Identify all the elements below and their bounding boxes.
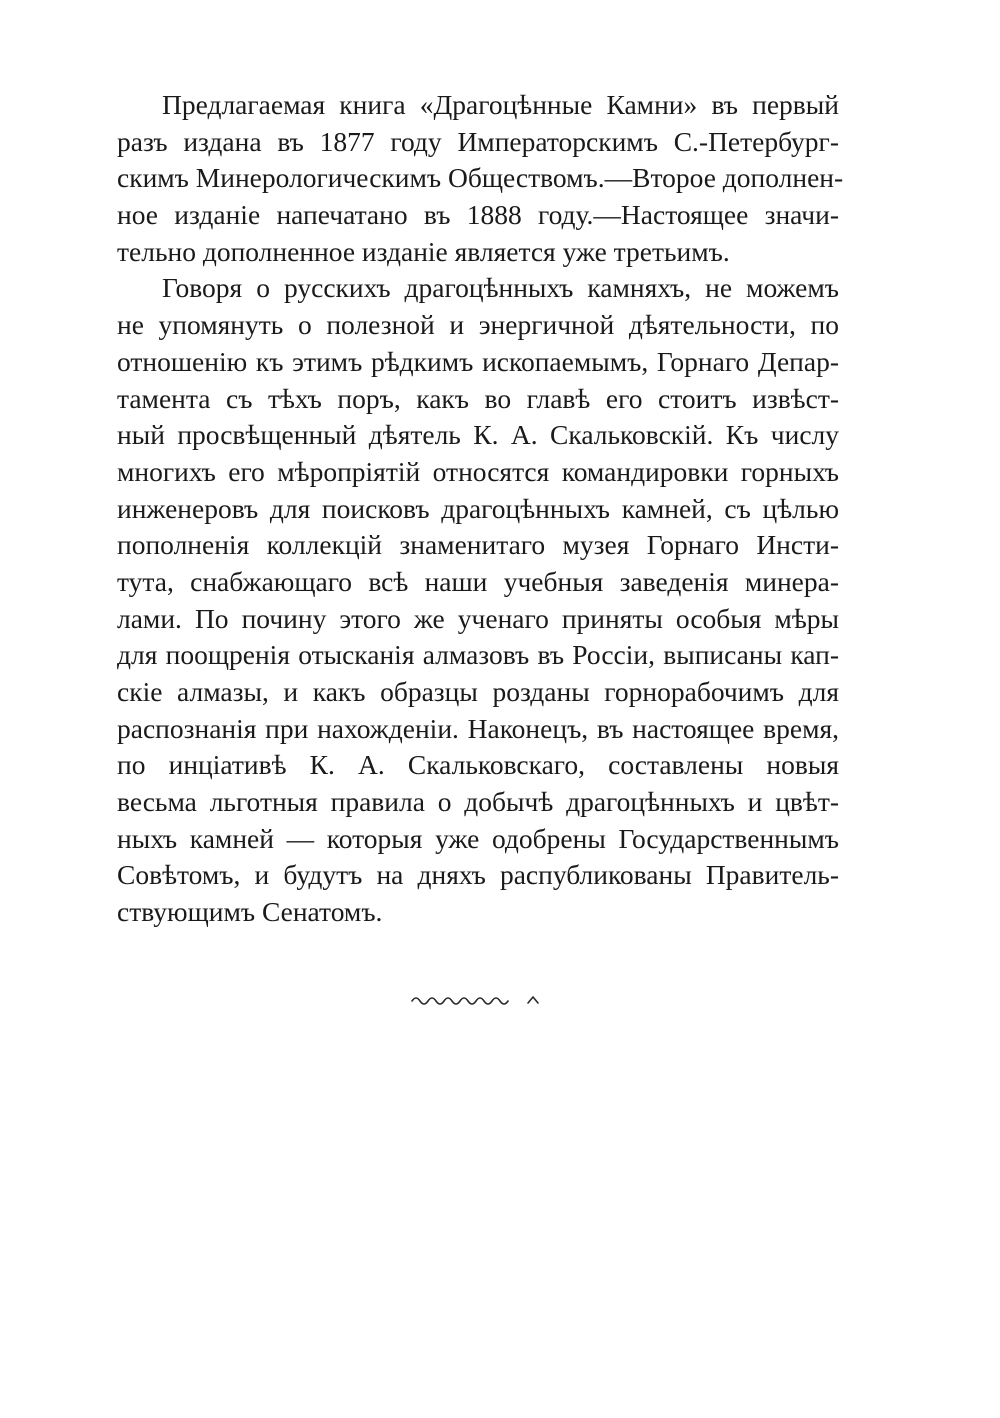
text-line: для поощренія отысканія алмазовъ въ Россіи, выписаны кап- <box>117 639 839 671</box>
text-line: ныхъ камней — которыя уже одобрены Государственнымъ <box>117 822 839 854</box>
preface-text <box>117 87 844 931</box>
text-line: разъ издана въ 1877 году Императорскимъ С.-Петербург- <box>117 125 839 157</box>
text-line: лами. По почину этого же ученаго приняты особыя мѣры <box>117 602 839 634</box>
text-line: Говоря о русскихъ драгоцѣнныхъ камняхъ, не можемъ <box>162 272 839 304</box>
text-line: тельно дополненное изданіе является уже третьимъ. <box>117 235 730 267</box>
text-line: Совѣтомъ, и будутъ на дняхъ распубликованы Правитель- <box>117 859 839 891</box>
text-line: скіе алмазы, и какъ образцы розданы горнорабочимъ для <box>117 676 839 707</box>
text-line: ствующимъ Сенатомъ. <box>117 896 383 928</box>
text-line: тамента съ тѣхъ поръ, какъ во главѣ его стоитъ извѣст- <box>117 382 839 414</box>
text-line: распознанія при нахожденіи. Наконецъ, въ настоящее время, <box>117 712 839 744</box>
text-line: по инціативѣ К. А. Скальковскаго, составлены новыя <box>117 749 839 781</box>
text-line: ный просвѣщенный дѣятель К. А. Скальковскій. Къ числу <box>117 419 839 451</box>
text-line: скимъ Минерологическимъ Обществомъ.—Второе дополнен- <box>117 162 844 194</box>
text-line: многихъ его мѣропріятій относятся командировки горныхъ <box>117 455 839 487</box>
text-line: пополненія коллекцій знаменитаго музея Горнаго Инсти- <box>117 529 839 561</box>
text-line: тута, снабжающаго всѣ наши учебныя заведенія минера- <box>117 565 839 597</box>
text-line: отношенію къ этимъ рѣдкимъ ископаемымъ, Горнаго Депар- <box>117 345 839 377</box>
text-line: весьма льготныя правила о добычѣ драгоцѣнныхъ и цвѣт- <box>117 786 839 818</box>
text-line: Предлагаемая книга «Драгоцѣнные Камни» въ первый <box>162 89 839 120</box>
text-line: не упомянуть о полезной и энергичной дѣятельности, по <box>117 309 839 341</box>
text-line: ное изданіе напечатано въ 1888 году.—Настоящее значи- <box>117 199 839 231</box>
decorative-divider-icon <box>408 988 548 1012</box>
text-line: инженеровъ для поисковъ драгоцѣнныхъ камней, съ цѣлью <box>117 492 839 524</box>
